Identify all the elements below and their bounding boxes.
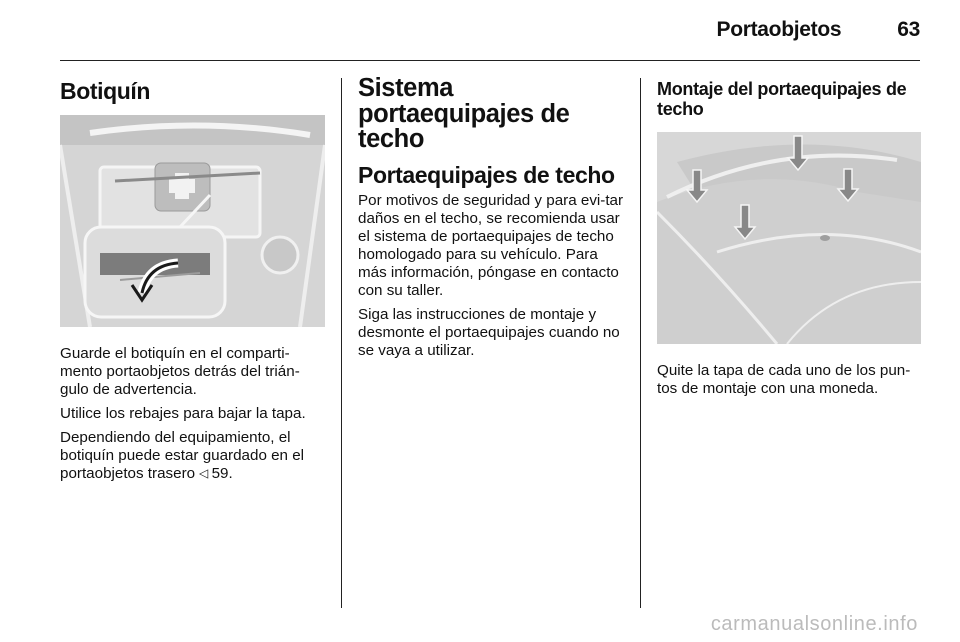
paragraph-1: Quite la tapa de cada uno de los pun-tos de montaje con una moneda. <box>657 361 911 397</box>
subheading-roof-rack: Portaequipajes de techo <box>358 161 615 188</box>
column-divider-1 <box>341 78 342 608</box>
figure-roof-mounting-points <box>657 132 921 344</box>
page-reference-link[interactable]: 59. <box>211 465 233 482</box>
page-reference-icon: ▽ <box>197 469 212 479</box>
page-number: 63 <box>897 18 920 41</box>
heading-first-aid: Botiquín <box>60 78 151 104</box>
watermark: carmanualsonline.info <box>710 613 918 635</box>
paragraph-2: Siga las instrucciones de montaje y desmonte el portaequipajes cuando no se vaya a utilizar. <box>358 305 620 359</box>
figure-first-aid-kit <box>60 115 325 327</box>
roof-illustration <box>657 132 921 344</box>
heading-roof-rack-system: Sistema portaequipajes de techo <box>358 74 570 153</box>
header-rule <box>60 60 920 61</box>
paragraph-2: Utilice los rebajes para bajar la tapa. <box>60 405 306 422</box>
column-first-aid <box>60 76 325 489</box>
column-divider-2 <box>640 78 641 608</box>
column-roof-rack-mounting <box>657 76 921 404</box>
paragraph-1: Por motivos de seguridad y para evi-tar daños en el techo, se recomienda usar el sistema de portaequipajes de techo homologado para su vehículo. Para más información, póngase en contacto con su taller. <box>358 191 624 299</box>
heading-roof-rack-mounting: Montaje del portaequipajes de techo <box>657 79 907 119</box>
paragraph-1: Guarde el botiquín en el comparti-mento portaobjetos detrás del trián-gulo de advertencia. <box>60 345 300 398</box>
column-roof-rack <box>358 76 624 366</box>
section-title: Portaobjetos <box>716 18 842 41</box>
first-aid-kit-illustration <box>60 115 325 327</box>
paragraph-3: Dependiendo del equipamiento, el botiquín puede estar guardado en el portaobjetos trasero ▽59. <box>60 429 305 482</box>
page-header <box>716 18 920 42</box>
